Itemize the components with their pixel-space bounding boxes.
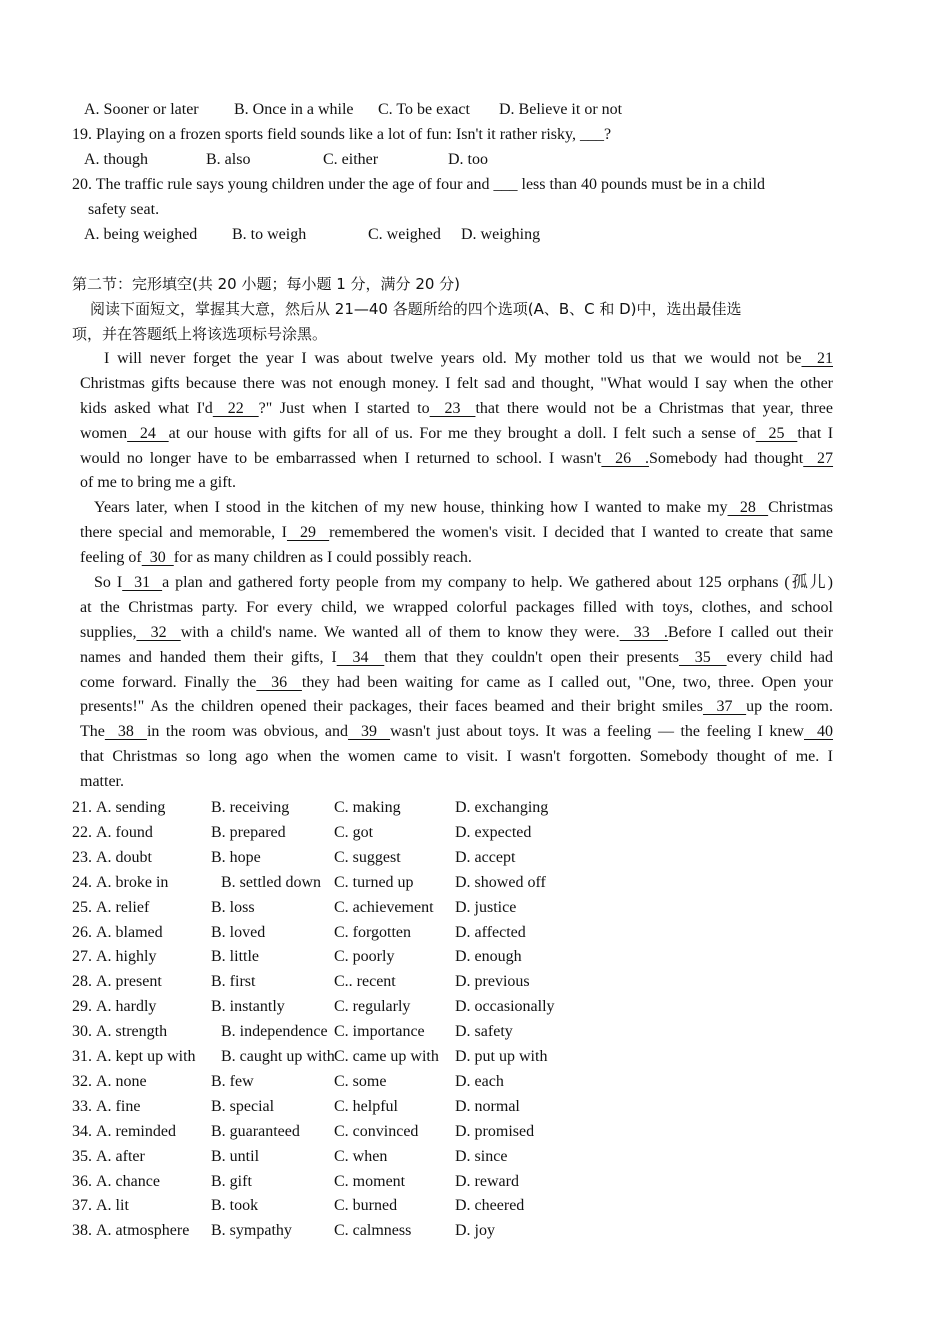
q20-option-d: D. weighing: [461, 226, 541, 243]
answer-option[interactable]: C. making: [334, 799, 401, 816]
answer-option[interactable]: D. previous: [455, 973, 530, 991]
passage-line: [80, 745, 833, 770]
q18-option-c: C. To be exact: [378, 101, 470, 118]
q20-stem-line1: 20. The traffic rule says young children under the age of four and ___ less than 40 pounds must be in a child: [72, 176, 766, 193]
passage-line: [80, 770, 833, 795]
answer-option[interactable]: A. hardly: [96, 998, 157, 1016]
passage-line: [80, 646, 833, 671]
passage-text: at the Christmas party. For every child, we wrapped colorful packages filled with toys, clothes, and school: [80, 598, 833, 616]
passage-text: at our house with gifts for all of us. For me they brought a doll. I felt such a sense of: [168, 424, 756, 442]
answer-option[interactable]: A. blamed: [96, 923, 163, 941]
q20-stem-line2: safety seat.: [88, 201, 160, 218]
answer-option[interactable]: D. put up with: [455, 1048, 548, 1065]
blank-number: 26 .: [601, 449, 649, 467]
answer-option[interactable]: D. showed off: [455, 873, 546, 891]
blank-number: 25: [755, 424, 798, 442]
question-number: 28.: [72, 973, 92, 991]
answer-option[interactable]: A. relief: [96, 898, 150, 916]
q18-option-b: B. Once in a while: [234, 101, 354, 118]
answer-option[interactable]: C. came up with: [334, 1048, 439, 1065]
q18-option-d: D. Believe it or not: [499, 101, 623, 118]
section2-heading: 第二节：完形填空(共 20 小题；每小题 1 分，满分 20 分): [72, 275, 461, 293]
answer-option[interactable]: D. affected: [455, 923, 526, 941]
answer-option[interactable]: C. burned: [334, 1197, 398, 1215]
answer-option[interactable]: C. suggest: [334, 848, 401, 866]
passage-text: feeling of: [80, 548, 142, 566]
blank-number: 24: [127, 424, 169, 442]
answer-option[interactable]: B. hope: [211, 848, 261, 866]
passage-text: a plan and gathered forty people from my company to help. We gathered about 125 orphans (孤儿): [162, 574, 833, 591]
passage-text: So I: [94, 574, 123, 591]
answer-option[interactable]: C. some: [334, 1072, 387, 1090]
question-number: 31.: [72, 1048, 92, 1065]
passage-line: [80, 671, 833, 696]
q19-option-b: B. also: [206, 151, 251, 168]
passage-line: [80, 471, 833, 496]
question-number: 32.: [72, 1072, 92, 1090]
blank-number: 23: [429, 399, 476, 417]
answer-option[interactable]: C. achievement: [334, 898, 434, 916]
passage-text: Christmas gifts because there was not enough money. I felt sad and thought, "What would I say when the other: [80, 374, 833, 392]
answer-option[interactable]: D. since: [455, 1147, 508, 1165]
passage-text: Somebody had thought: [648, 449, 804, 467]
answer-option[interactable]: B. guaranteed: [211, 1122, 300, 1140]
q19-stem: 19. Playing on a frozen sports field sounds like a lot of fun: Isn't it rather risky, ___?: [72, 126, 612, 143]
passage-text: of me to bring me a gift.: [80, 474, 236, 492]
answer-option[interactable]: B. loved: [211, 923, 266, 941]
passage-text: kids asked what I'd: [80, 399, 213, 417]
answer-option[interactable]: D. enough: [455, 948, 522, 966]
passage-line: [80, 596, 833, 621]
answer-option[interactable]: C. importance: [334, 1023, 425, 1041]
blank-number: 34: [336, 648, 385, 666]
answer-option[interactable]: A. atmosphere: [96, 1222, 190, 1240]
answer-option[interactable]: D. cheered: [455, 1197, 525, 1215]
answer-option[interactable]: D. occasionally: [455, 998, 555, 1016]
passage-text: matter.: [80, 773, 124, 791]
passage-paragraph-2: [80, 496, 833, 571]
answer-option[interactable]: B. prepared: [211, 823, 286, 841]
passage-paragraph-3: [80, 571, 833, 795]
answer-option[interactable]: B. took: [211, 1197, 259, 1215]
answer-option[interactable]: B. independence: [221, 1023, 328, 1041]
answer-option[interactable]: C. poorly: [334, 948, 395, 966]
question-number: 35.: [72, 1147, 92, 1165]
passage-text: ?" Just when I started to: [258, 399, 430, 417]
answer-option[interactable]: C. turned up: [334, 873, 414, 891]
answer-option[interactable]: A. sending: [96, 799, 166, 816]
blank-number: 22: [212, 399, 259, 417]
blank-number: 29: [286, 523, 330, 541]
answer-option[interactable]: A. after: [96, 1147, 145, 1165]
passage-text: that there would not be a Christmas that year, three: [475, 399, 834, 417]
question-number: 37.: [72, 1197, 92, 1215]
passage-text: Christmas: [768, 499, 834, 516]
question-number: 30.: [72, 1023, 92, 1041]
answer-option[interactable]: C. when: [334, 1147, 388, 1165]
passage-text: up the room.: [746, 698, 833, 716]
passage-text: I will never forget the year I was about twelve years old. My mother told us that we would not be: [104, 350, 802, 367]
answer-option[interactable]: A. highly: [96, 948, 157, 966]
blank-number: 30: [141, 548, 174, 566]
blank-number: 31: [122, 574, 163, 591]
answer-option[interactable]: A. doubt: [96, 848, 152, 866]
question-number: 24.: [72, 873, 92, 891]
passage-text: that Christmas so long ago when the women came to visit. I wasn't forgotten. Somebody thought of me. I: [80, 748, 833, 766]
passage-text: that I: [797, 424, 834, 442]
passage-text: would no longer have to be embarrassed when I returned to school. I wasn't: [80, 449, 602, 467]
blank-number: 28: [727, 499, 769, 516]
answer-option[interactable]: B. until: [211, 1147, 260, 1165]
answer-option[interactable]: D. reward: [455, 1172, 519, 1190]
q18-option-a: A. Sooner or later: [84, 101, 199, 118]
answer-option[interactable]: D. normal: [455, 1097, 520, 1115]
blank-number: 36: [256, 673, 302, 691]
answer-option[interactable]: D. justice: [455, 898, 517, 916]
answer-option[interactable]: C. convinced: [334, 1122, 419, 1140]
passage-line: [80, 695, 833, 720]
answer-option[interactable]: C. moment: [334, 1172, 406, 1190]
q19-option-d: D. too: [448, 151, 488, 168]
answer-option[interactable]: B. sympathy: [211, 1222, 292, 1240]
passage-text: Before I called out their: [667, 623, 834, 641]
blank-number: 32: [136, 623, 181, 641]
answer-option[interactable]: B. little: [211, 948, 259, 966]
answer-option[interactable]: D. each: [455, 1072, 504, 1090]
blank-number: 35: [678, 648, 727, 666]
answer-option[interactable]: B. instantly: [211, 998, 285, 1016]
passage-line: [80, 521, 833, 546]
answer-option[interactable]: D. promised: [455, 1122, 535, 1140]
blank-number: 27: [803, 449, 834, 467]
passage-text: wasn't just about toys. It was a feeling — the feeling I knew: [390, 723, 804, 741]
passage-text: with a child's name. We wanted all of them to know they were.: [180, 623, 620, 641]
passage-line: [80, 372, 833, 397]
passage-line: [80, 422, 833, 447]
passage-text: for as many children as I could possibly reach.: [173, 548, 472, 566]
passage-text: every child had: [726, 648, 834, 666]
passage-text: them that they couldn't open their presents: [384, 648, 679, 666]
answer-option[interactable]: A. reminded: [96, 1122, 176, 1140]
passage-text: supplies,: [80, 623, 137, 641]
answer-option[interactable]: B. settled down: [221, 873, 321, 891]
passage-text: names and handed them their gifts, I: [80, 648, 337, 666]
blank-number: 39: [347, 723, 391, 741]
blank-number: 38: [104, 723, 147, 741]
passage-text: Years later, when I stood in the kitchen of my new house, thinking how I wanted to make my: [94, 499, 728, 516]
answer-option[interactable]: B. loss: [211, 898, 255, 916]
answer-option[interactable]: C. forgotten: [334, 923, 412, 941]
answer-option[interactable]: B. special: [211, 1097, 275, 1115]
answer-option[interactable]: C. helpful: [334, 1097, 398, 1115]
passage-text: The: [80, 723, 105, 741]
q20-option-b: B. to weigh: [232, 226, 307, 243]
answer-option[interactable]: C. regularly: [334, 998, 411, 1016]
answer-option[interactable]: D. safety: [455, 1023, 513, 1041]
answer-option[interactable]: D. expected: [455, 823, 532, 841]
answer-option[interactable]: C. calmness: [334, 1222, 412, 1240]
q20-option-c: C. weighed: [368, 226, 441, 243]
passage-line: [80, 720, 833, 745]
section2-instruction-line2: 项，并在答题纸上将该选项标号涂黑。: [72, 325, 328, 343]
passage-text: come forward. Finally the: [80, 673, 257, 691]
answer-option[interactable]: A. present: [96, 973, 162, 991]
question-number: 29.: [72, 998, 92, 1016]
answer-option[interactable]: B. gift: [211, 1172, 252, 1190]
question-number: 21.: [72, 799, 92, 816]
passage-text: remembered the women's visit. I decided that I wanted to create that same: [329, 523, 834, 541]
blank-number: 37: [702, 698, 747, 716]
answer-option[interactable]: A. fine: [96, 1097, 141, 1115]
answer-option[interactable]: D. accept: [455, 848, 516, 866]
passage-line: [80, 397, 833, 422]
answer-option[interactable]: B. first: [211, 973, 256, 991]
passage-line: [80, 571, 833, 596]
question-number: 23.: [72, 848, 92, 866]
question-number: 38.: [72, 1222, 92, 1240]
section2-instruction-line1: 阅读下面短文，掌握其大意，然后从 21—40 各题所给的四个选项(A、B、C 和 D)中，选出最佳选: [90, 300, 742, 318]
answer-option[interactable]: A. found: [96, 823, 153, 841]
passage-text: they had been waiting for came as I called out, "One, two, three. Open your: [301, 673, 834, 691]
answer-option[interactable]: B. receiving: [211, 799, 290, 816]
answer-option[interactable]: C. got: [334, 823, 374, 841]
answer-option[interactable]: D. joy: [455, 1222, 495, 1240]
answer-option[interactable]: A. kept up with: [96, 1048, 196, 1065]
question-number: 26.: [72, 923, 92, 941]
answer-option[interactable]: A. broke in: [96, 873, 169, 891]
passage-line: [80, 496, 833, 521]
answer-option[interactable]: B. caught up with: [221, 1048, 335, 1065]
passage-line: [80, 621, 833, 646]
passage-line: [80, 447, 833, 472]
passage-line: [80, 546, 833, 571]
q20-option-a: A. being weighed: [84, 226, 198, 243]
question-number: 33.: [72, 1097, 92, 1115]
passage-paragraph-1: [80, 347, 833, 496]
passage-text: presents!" As the children opened their packages, their faces beamed and their bright smiles: [80, 698, 703, 716]
question-number: 25.: [72, 898, 92, 916]
blank-number: 33 .: [619, 623, 668, 641]
passage-text: there special and memorable, I: [80, 523, 287, 541]
answer-option[interactable]: C.. recent: [334, 973, 396, 991]
q19-option-c: C. either: [323, 151, 379, 168]
answer-option[interactable]: A. lit: [96, 1197, 129, 1215]
answer-option[interactable]: A. chance: [96, 1172, 160, 1190]
answer-option[interactable]: B. few: [211, 1072, 254, 1090]
blank-number: 21: [801, 350, 833, 367]
passage-text: women: [80, 424, 128, 442]
answer-option[interactable]: A. strength: [96, 1023, 168, 1041]
passage-text: in the room was obvious, and: [146, 723, 348, 741]
passage-line: [80, 347, 833, 372]
blank-number: 40: [803, 723, 834, 741]
question-number: 34.: [72, 1122, 92, 1140]
q19-option-a: A. though: [84, 151, 148, 168]
answer-option[interactable]: D. exchanging: [455, 799, 549, 816]
question-number: 22.: [72, 823, 92, 841]
question-number: 36.: [72, 1172, 92, 1190]
question-number: 27.: [72, 948, 92, 966]
answer-option[interactable]: A. none: [96, 1072, 147, 1090]
